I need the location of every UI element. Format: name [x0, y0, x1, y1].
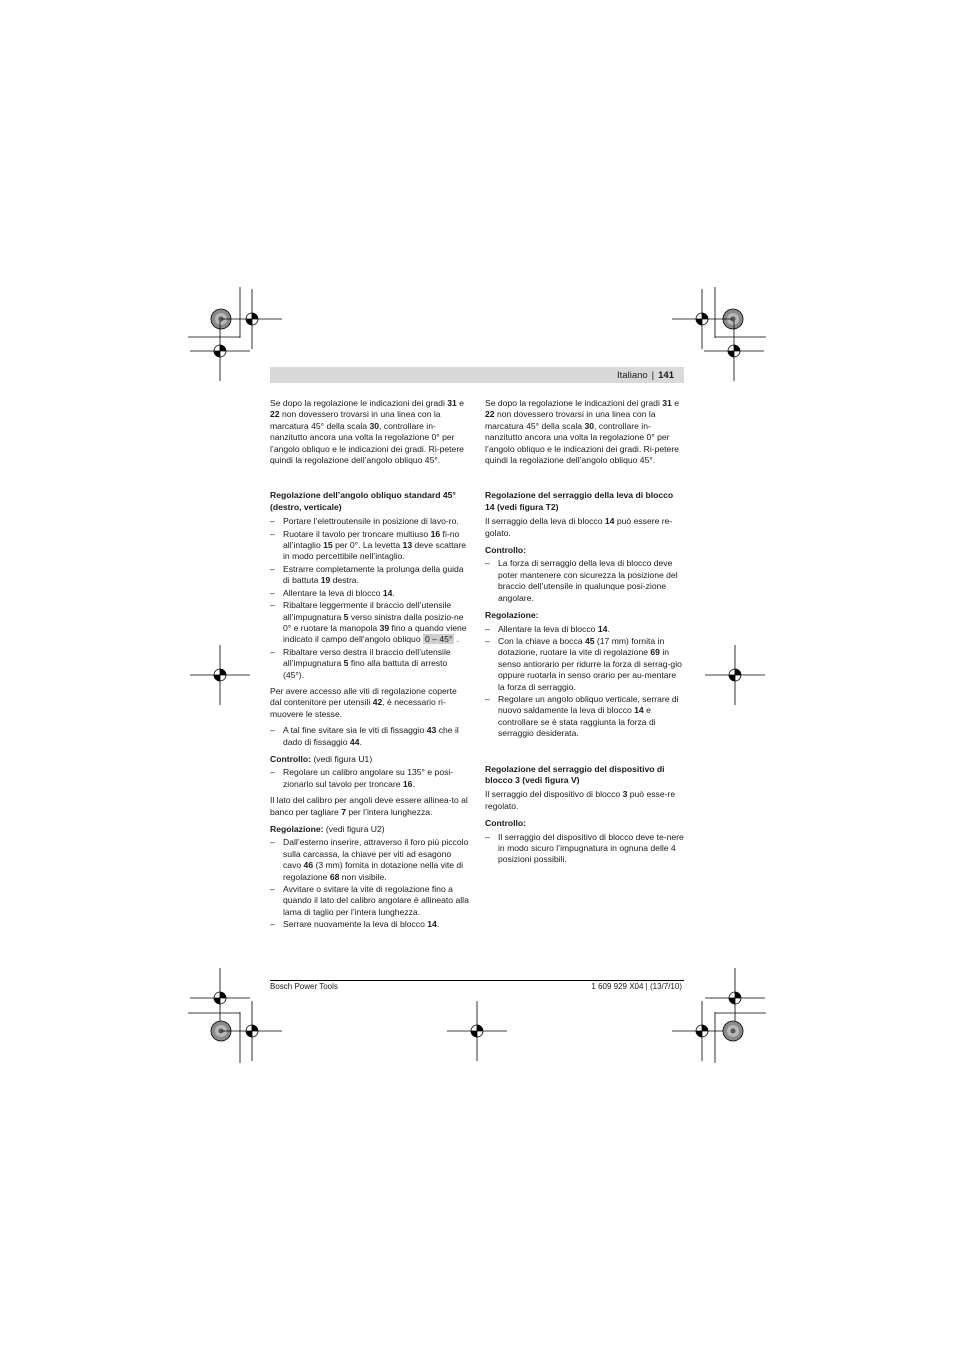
registration-cross-icon: [705, 645, 765, 705]
list-item: – Avvitare o svitare la vite di regolazione fino a quando il lato del calibro angolare è allineato alla lama di taglio per l’intera lunghezza.: [270, 884, 470, 918]
list-item: – Allentare la leva di blocco 14.: [485, 624, 685, 635]
registration-cross-icon: [222, 289, 282, 349]
list-item: – Serrare nuovamente la leva di blocco 14.: [270, 919, 470, 930]
registration-cross-icon: [672, 289, 732, 349]
list-item: – Portare l’elettroutensile in posizione di lavo-ro.: [270, 516, 470, 527]
angle-range-badge: 0 – 45°: [424, 634, 453, 645]
step-list: [270, 725, 470, 748]
list-item: – Il serraggio del dispositivo di blocco deve te-nere in modo sicuro l’impugnatura in ognuna delle 4 posizioni possibili.: [485, 832, 685, 866]
footer-publisher: Bosch Power Tools: [270, 982, 338, 991]
paragraph: Il serraggio del dispositivo di blocco 3 può esse-re regolato.: [485, 789, 676, 811]
registration-disc-icon: [211, 1021, 231, 1041]
registration-cross-icon: [447, 1001, 507, 1061]
subheading-controllo: Controllo:: [485, 545, 527, 556]
registration-cross-icon: [704, 321, 764, 381]
subheading-controllo: Controllo: (vedi figura U1): [270, 753, 373, 764]
subheading-regolazione: Regolazione: (vedi figura U2): [270, 824, 385, 834]
paragraph: Per avere accesso alle viti di regolazione coperte dal contenitore per utensili 42, è necessario ri-muovere le stesse.: [270, 685, 457, 719]
section-heading: Regolazione del serraggio del dispositivo di blocco 3 (vedi figura V): [485, 763, 665, 785]
registration-cross-icon: [190, 968, 250, 1028]
registration-disc-icon: [723, 1021, 743, 1041]
registration-cross-icon: [190, 645, 250, 705]
section-heading: Regolazione del serraggio della leva di blocco 14 (vedi figura T2): [485, 490, 674, 512]
list-item: – Ruotare il tavolo per troncare multiuso 16 fi-no all’intaglio 15 per 0°. La levetta 13 deve scattare in modo percettibile nell’intaglio.: [270, 529, 470, 563]
registration-disc-icon: [723, 309, 743, 329]
footer-doc-number: 1 609 929 X04 | (13/7/10): [591, 982, 682, 991]
step-list: [485, 832, 685, 866]
list-item: – Ribaltare verso destra il braccio dell’utensile all’impugnatura 5 fino alla battuta di arresto (45°).: [270, 647, 470, 681]
list-item: – Allentare la leva di blocco 14.: [270, 588, 470, 599]
page-header: [270, 367, 684, 383]
registration-cross-icon: [672, 1001, 732, 1061]
list-item: – A tal fine svitare sia le viti di fissaggio 43 che il dado di fissaggio 44.: [270, 725, 470, 748]
list-item: – Estrarre completamente la prolunga della guida di battuta 19 destra.: [270, 564, 470, 587]
section-heading: Regolazione dell’angolo obliquo standard 45° (destro, verticale): [270, 490, 456, 512]
list-item: – Regolare un angolo obliquo verticale, serrare di nuovo saldamente la leva di blocco 14 e controllare se è stata raggiunta la forza di serraggio desiderata.: [485, 694, 685, 740]
registration-cross-icon: [190, 321, 250, 381]
step-list: [485, 558, 685, 604]
list-item: – Dall’esterno inserire, attraverso il foro più piccolo sulla carcassa, la chiave per viti ad esagono cavo 46 (3 mm) fornita in dotazione nella vite di regolazione 68 non visibile.: [270, 837, 470, 883]
step-list: [270, 837, 470, 930]
header-language: Italiano: [617, 369, 648, 381]
list-item: – Con la chiave a bocca 45 (17 mm) fornita in dotazione, ruotare la vite di regolazione 69 in senso antiorario per ridurre la forza di serrag-gio oppure ruotarla in senso orario per au-mentare la forza di serraggio.: [485, 636, 685, 693]
right-column: [485, 398, 685, 871]
step-list: [270, 516, 470, 681]
left-column: [270, 398, 470, 936]
header-separator: |: [651, 369, 655, 381]
paragraph: Il lato del calibro per angoli deve essere allinea-to al banco per tagliare 7 per l’intera lunghezza.: [270, 795, 468, 817]
list-item: – Ribaltare leggermente il braccio dell’utensile all’impugnatura 5 verso sinistra dalla posizio-ne 0° e ruotare la manopola 39 fino a quando viene indicato il campo dell’angolo obliquo 0 – 45° .: [270, 600, 470, 646]
registration-cross-icon: [222, 1001, 282, 1061]
registration-disc-icon: [211, 309, 231, 329]
subheading-controllo: Controllo:: [485, 818, 527, 829]
step-list: [485, 624, 685, 740]
list-item: – Regolare un calibro angolare su 135° e posi-zionarlo sul tavolo per troncare 16.: [270, 767, 470, 790]
registration-cross-icon: [705, 968, 765, 1028]
step-list: [270, 767, 470, 790]
subheading-regolazione: Regolazione:: [485, 610, 539, 621]
intro-paragraph: Se dopo la regolazione le indicazioni dei gradi 31 e 22 non dovessero trovarsi in una linea con la marcatura 45° della scala 30, controllare in-nanzitutto ancora una volta la regolazione 0° per l’angolo obliquo e le indicazioni dei gradi. Ri-petere quindi la regolazione dell’angolo obliquo 45°.: [270, 398, 464, 466]
footer-rule: [270, 980, 684, 981]
paragraph: Il serraggio della leva di blocco 14 può essere re-golato.: [485, 516, 673, 538]
list-item: – La forza di serraggio della leva di blocco deve poter mantenere con sicurezza la posizione del braccio dell’utensile in qualunque posi-zione angolare.: [485, 558, 685, 604]
intro-paragraph: Se dopo la regolazione le indicazioni dei gradi 31 e 22 non dovessero trovarsi in una linea con la marcatura 45° della scala 30, controllare in-nanzitutto ancora una volta la regolazione 0° per l’angolo obliquo e le indicazioni dei gradi. Ri-petere quindi la regolazione dell’angolo obliquo 45°.: [485, 398, 679, 466]
page-number: 141: [658, 369, 674, 381]
